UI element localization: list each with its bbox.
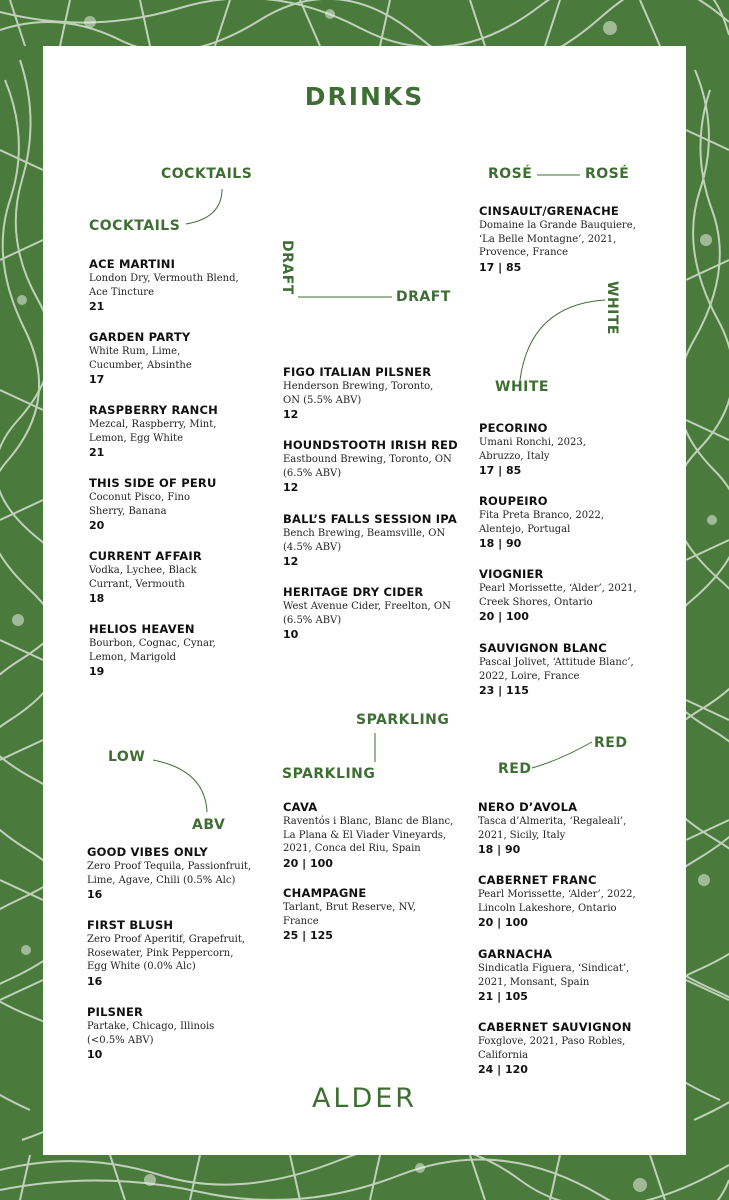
item-description: West Avenue Cider, Freelton, ON (6.5% ABV) (283, 601, 451, 626)
item-price: 18 | 90 (479, 537, 522, 550)
page-title: DRINKS (304, 82, 425, 111)
item-price: 10 (283, 628, 299, 641)
list-item (283, 438, 468, 496)
item-description: Pearl Morissette, ‘Alder’, 2021, Creek Shores, Ontario (479, 583, 637, 608)
list-item (87, 845, 267, 903)
rose-heading-right: ROSÉ (585, 166, 630, 182)
item-name: ROUPEIRO (479, 494, 548, 508)
item-name: FIGO ITALIAN PILSNER (283, 365, 432, 379)
item-description: Vodka, Lychee, Black Currant, Vermouth (89, 565, 197, 590)
item-price: 12 (283, 408, 299, 421)
item-name: RASPBERRY RANCH (89, 403, 218, 417)
list-item (87, 1005, 267, 1063)
list-item (479, 641, 654, 699)
item-name: THIS SIDE OF PERU (89, 476, 217, 490)
item-name: ACE MARTINI (89, 257, 176, 271)
list-item (283, 512, 468, 570)
item-name: BALL’S FALLS SESSION IPA (283, 512, 457, 526)
item-price: 18 | 90 (478, 843, 521, 856)
item-description: Coconut Pisco, Fino Sherry, Banana (89, 492, 191, 517)
item-price: 20 | 100 (478, 916, 528, 929)
item-name: VIOGNIER (479, 567, 544, 581)
list-item (478, 947, 653, 1005)
draft-heading-vertical: DRAFT (279, 240, 295, 295)
item-price: 18 (89, 592, 105, 605)
rose-heading-left: ROSÉ (488, 166, 533, 182)
item-name: GARDEN PARTY (89, 330, 191, 344)
white-heading: WHITE (495, 379, 549, 395)
item-price: 20 (89, 519, 105, 532)
list-item (479, 494, 654, 552)
list-item (479, 204, 654, 276)
item-description: White Rum, Lime, Cucumber, Absinthe (89, 346, 192, 371)
item-description: London Dry, Vermouth Blend, Ace Tincture (89, 273, 239, 298)
item-price: 16 (87, 888, 103, 901)
item-description: Bench Brewing, Beamsville, ON (4.5% ABV) (283, 528, 446, 553)
list-item (283, 365, 468, 423)
item-name: CAVA (283, 800, 318, 814)
item-description: Raventós i Blanc, Blanc de Blanc, La Plana & El Viader Vineyards, 2021, Conca del Riu, Spain (283, 816, 454, 854)
list-item (89, 476, 259, 534)
item-price: 21 | 105 (478, 990, 528, 1003)
item-name: PILSNER (87, 1005, 144, 1019)
item-description: Pascal Jolivet, ‘Attitude Blanc’, 2022, Loire, France (479, 657, 634, 682)
cocktails-heading-top: COCKTAILS (161, 166, 253, 182)
list-item (89, 403, 259, 461)
item-name: HOUNDSTOOTH IRISH RED (283, 438, 458, 452)
list-item (283, 886, 468, 944)
item-description: Eastbound Brewing, Toronto, ON (6.5% ABV) (283, 454, 452, 479)
list-item (283, 800, 468, 872)
item-name: NERO D’AVOLA (478, 800, 578, 814)
red-heading: RED (498, 761, 532, 777)
draft-heading: DRAFT (396, 289, 451, 305)
list-item (87, 918, 267, 990)
item-description: Henderson Brewing, Toronto, ON (5.5% ABV) (283, 381, 434, 406)
item-price: 12 (283, 481, 299, 494)
item-name: CABERNET SAUVIGNON (478, 1020, 632, 1034)
alder-logo: ALDER (311, 1083, 418, 1114)
white-heading-vertical: WHITE (604, 281, 620, 335)
item-description: Tarlant, Brut Reserve, NV, France (283, 902, 416, 927)
item-name: GOOD VIBES ONLY (87, 845, 208, 859)
item-price: 17 | 85 (479, 464, 522, 477)
item-description: Tasca d’Almerita, ‘Regaleali’, 2021, Sicily, Italy (478, 816, 627, 841)
list-item (89, 622, 259, 680)
item-price: 20 | 100 (283, 856, 333, 870)
item-price: 16 (87, 974, 103, 988)
item-description: Bourbon, Cognac, Cynar, Lemon, Marigold (89, 638, 216, 663)
item-price: 17 (89, 373, 105, 386)
item-name: SAUVIGNON BLANC (479, 641, 607, 655)
list-item (89, 257, 259, 315)
cocktails-heading: COCKTAILS (89, 218, 181, 234)
low-abv-heading-abv: ABV (192, 817, 226, 833)
item-description: Partake, Chicago, Illinois (<0.5% ABV) (87, 1021, 215, 1046)
list-item (479, 421, 654, 479)
item-name: CURRENT AFFAIR (89, 549, 202, 563)
list-item (478, 873, 653, 931)
item-name: CABERNET FRANC (478, 873, 597, 887)
red-heading-top: RED (594, 735, 628, 751)
item-price: 10 (87, 1048, 103, 1061)
item-name: FIRST BLUSH (87, 918, 174, 932)
item-name: HELIOS HEAVEN (89, 622, 195, 636)
list-item (478, 1020, 653, 1078)
sparkling-heading-top: SPARKLING (356, 712, 450, 728)
list-item (89, 549, 259, 607)
item-description: Foxglove, 2021, Paso Robles, California (478, 1036, 626, 1061)
item-price: 21 (89, 446, 105, 459)
list-item (478, 800, 653, 858)
item-price: 25 | 125 (283, 929, 333, 942)
item-description: Zero Proof Tequila, Passionfruit, Lime, Agave, Chili (0.5% Alc) (87, 861, 252, 886)
item-price: 23 | 115 (479, 684, 529, 697)
item-price: 19 (89, 665, 105, 678)
item-price: 12 (283, 555, 299, 568)
sparkling-heading: SPARKLING (282, 766, 376, 782)
item-name: CINSAULT/GRENACHE (479, 204, 619, 218)
item-name: GARNACHA (478, 947, 553, 961)
item-name: PECORINO (479, 421, 548, 435)
item-description: Umani Ronchi, 2023, Abruzzo, Italy (479, 437, 586, 462)
item-price: 21 (89, 300, 105, 313)
item-price: 17 | 85 (479, 260, 522, 274)
item-price: 20 | 100 (479, 610, 529, 623)
list-item (479, 567, 654, 625)
item-description: Zero Proof Aperitif, Grapefruit, Rosewater, Pink Peppercorn, Egg White (0.0% Alc) (87, 934, 246, 972)
item-description: Sindicatla Figuera, ‘Sindicat’, 2021, Monsant, Spain (478, 963, 630, 988)
list-item (283, 585, 468, 643)
item-price: 24 | 120 (478, 1063, 528, 1076)
item-description: Mezcal, Raspberry, Mint, Lemon, Egg White (89, 419, 217, 444)
item-description: Domaine la Grande Bauquiere, ‘La Belle Montagne’, 2021, Provence, France (479, 220, 636, 258)
item-name: HERITAGE DRY CIDER (283, 585, 424, 599)
item-name: CHAMPAGNE (283, 886, 367, 900)
item-description: Pearl Morissette, ‘Alder’, 2022, Lincoln Lakeshore, Ontario (478, 889, 636, 914)
list-item (89, 330, 259, 388)
item-description: Fita Preta Branco, 2022, Alentejo, Portugal (479, 510, 605, 535)
low-abv-heading-low: LOW (108, 749, 146, 765)
